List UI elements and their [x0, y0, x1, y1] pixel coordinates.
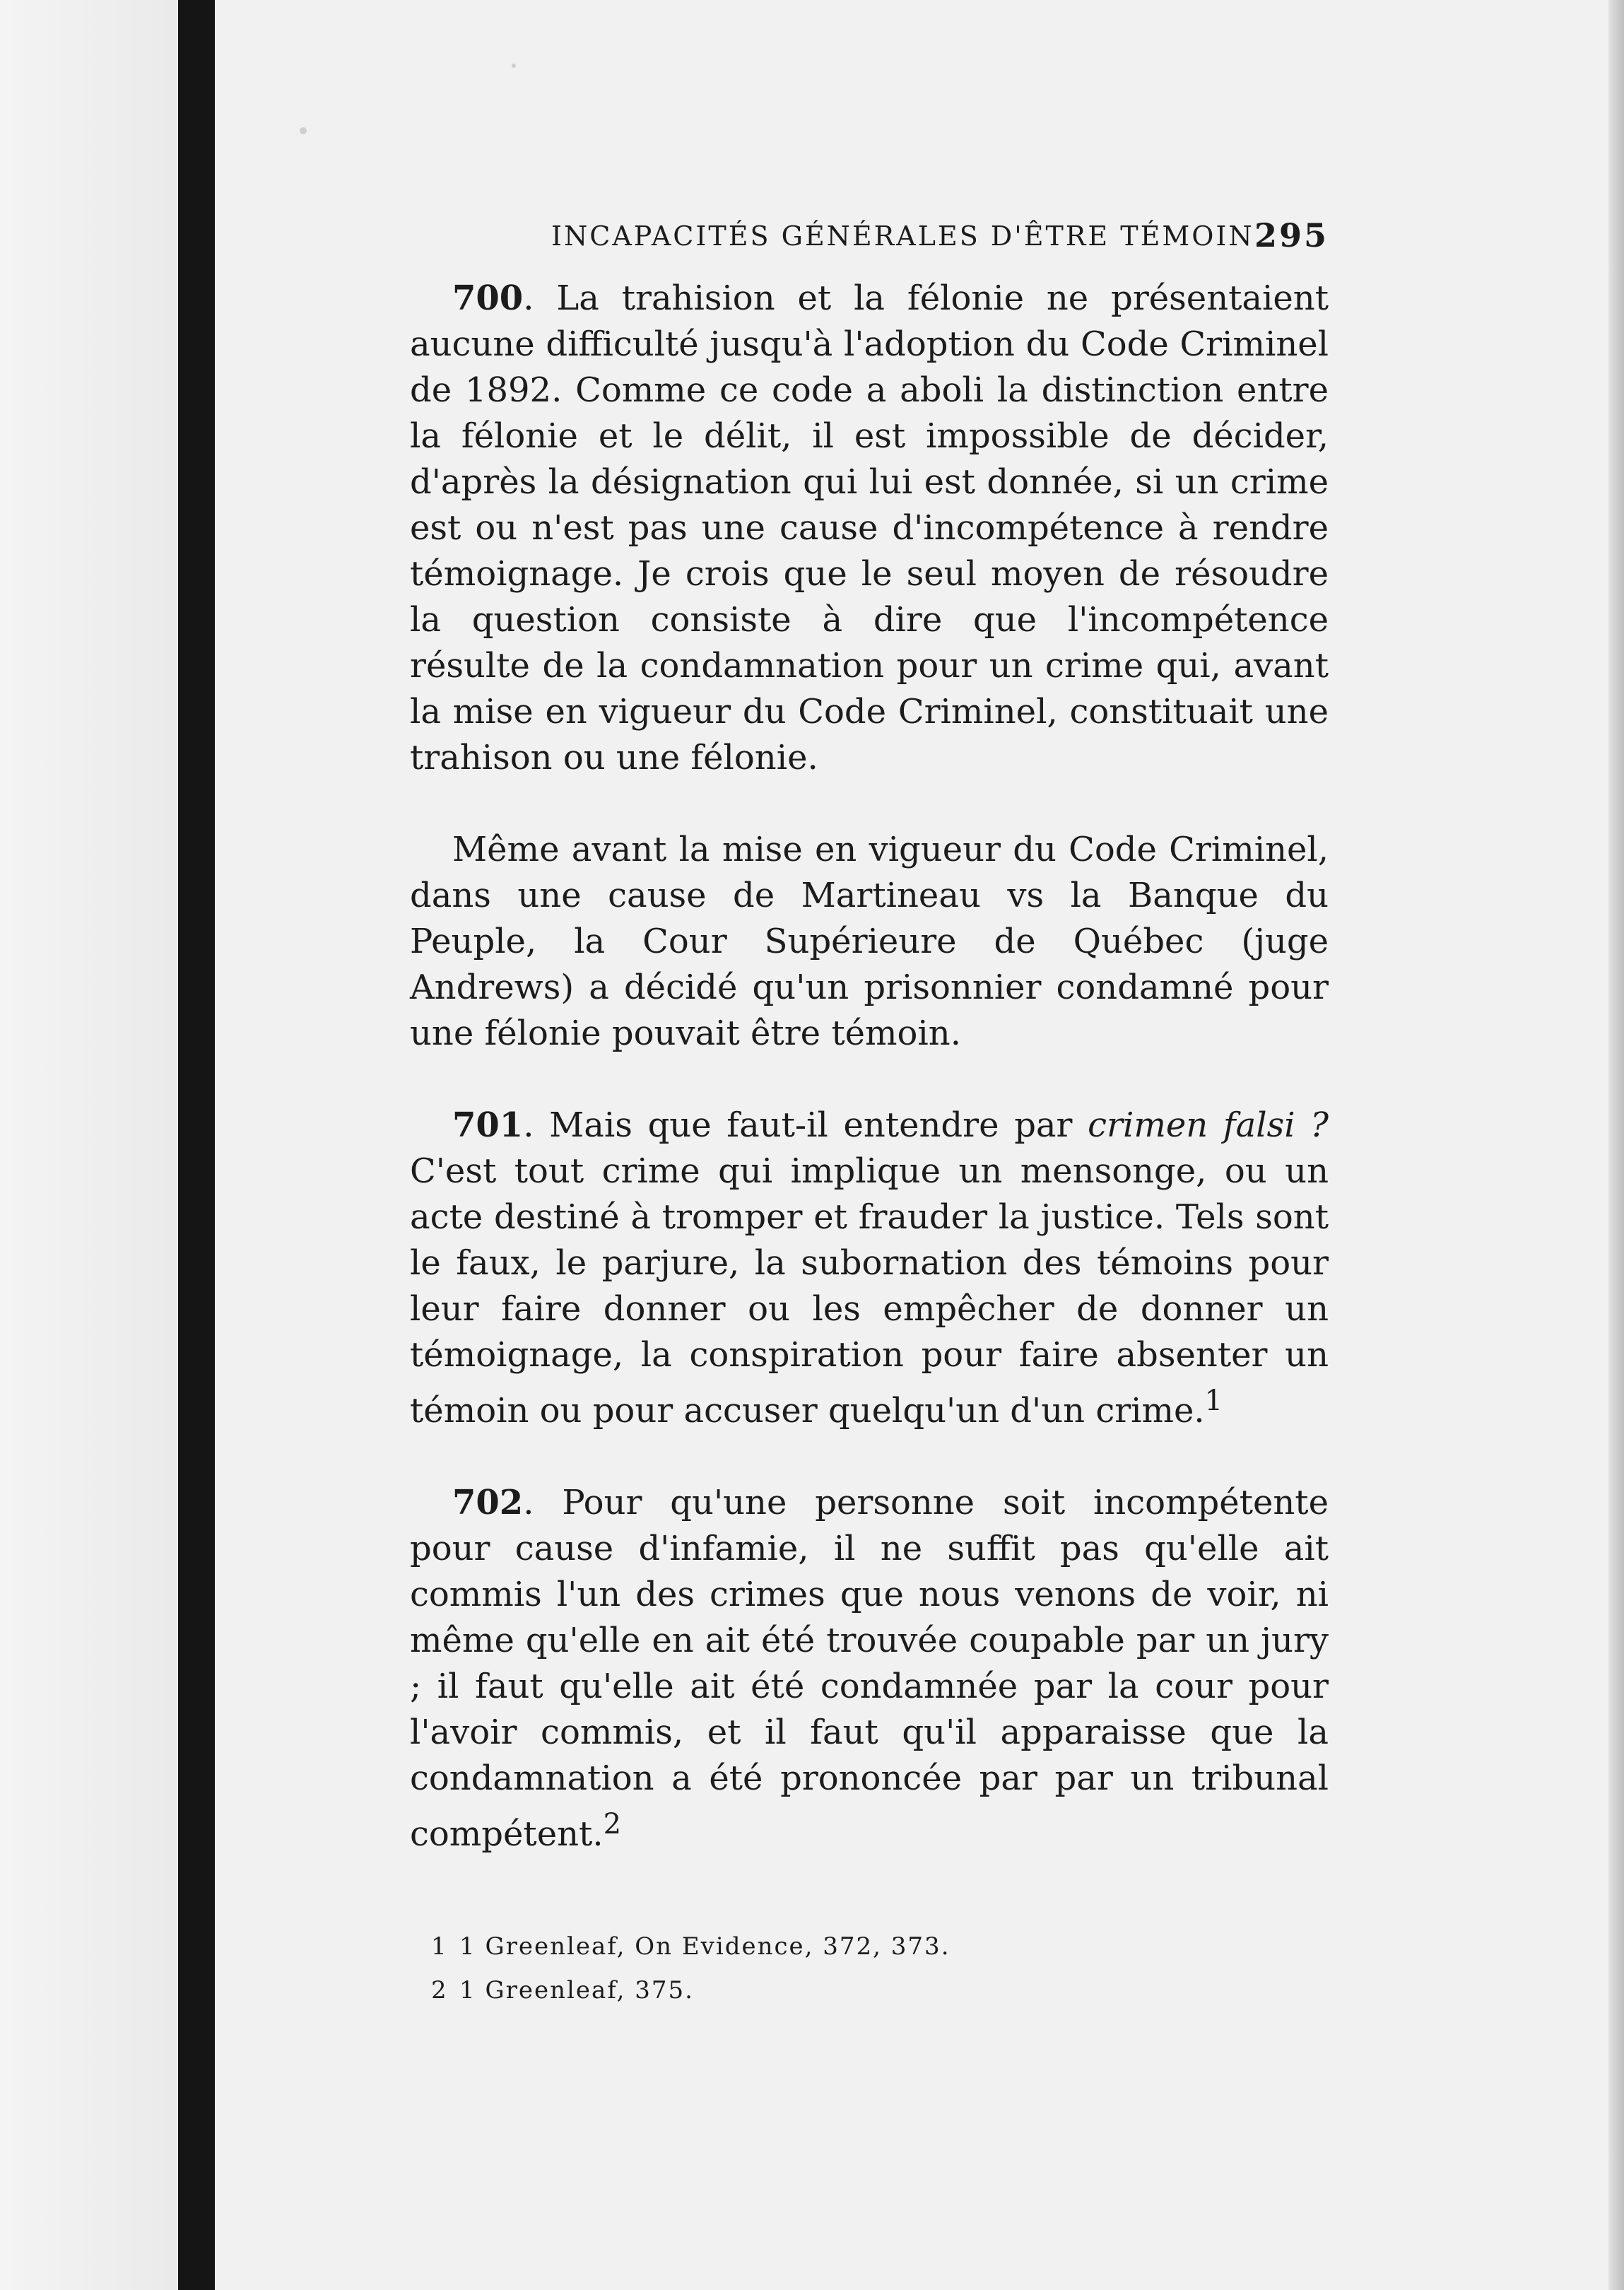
paragraph-number: 701 [452, 1105, 524, 1145]
scan-speck [512, 64, 516, 68]
running-head [410, 212, 1329, 276]
paragraph-text: C'est tout crime qui implique un mensonge, ou un acte destiné à tromper et frauder la justice. Tels sont le faux, le parjure, la subornation des témoins pour leur faire donner ou les empêcher de donner un témoignage, la conspiration pour faire absenter un témoin ou pour accuser quelqu'un d'un crime. [410, 1151, 1329, 1431]
text-block [410, 212, 1329, 2012]
italic-term: crimen falsi ? [1088, 1105, 1329, 1145]
paragraph-number: 702 [452, 1483, 524, 1522]
paragraph-text: . Mais que faut-il entendre par [523, 1105, 1088, 1145]
paragraph-number: 700 [452, 278, 524, 318]
footnote-text: 1 Greenleaf, On Evidence, 372, 373. [459, 1932, 951, 1961]
paragraph-text: Même avant la mise en vigueur du Code Criminel, dans une cause de Martineau vs la Banque du Peuple, la Cour Supérieure de Québec (juge Andrews) a décidé qu'un prisonnier condamné pour une félonie pouvait être témoin. [410, 830, 1329, 1053]
scan-speck [300, 127, 307, 134]
footnotes [410, 1925, 1329, 2012]
paragraph-702 [410, 1480, 1329, 1857]
right-edge-shadow [1608, 0, 1624, 2290]
binding-gutter [178, 0, 215, 2290]
paragraph-701 [410, 1103, 1329, 1434]
paragraph-700 [410, 276, 1329, 781]
paragraph-text: . La trahision et la félonie ne présentaient aucune difficulté jusqu'à l'adoption du Code Criminel de 1892. Comme ce code a aboli la distinction entre la félonie et le délit, il est impossible de décider, d'après la désignation qui lui est donnée, si un crime est ou n'est pas une cause d'incompétence à rendre témoignage. Je crois que le seul moyen de résoudre la question consiste à dire que l'incompétence résulte de la condamnation pour un crime qui, avant la mise en vigueur du Code Criminel, constituait une trahison ou une félonie. [410, 278, 1329, 777]
footnote-text: 1 Greenleaf, 375. [459, 1976, 694, 2004]
paragraph-text: . Pour qu'une personne soit incompétente pour cause d'infamie, il ne suffit pas qu'elle ait commis l'un des crimes que nous venons de voir, ni même qu'elle en ait été trouvée coupable par un jury ; il faut qu'elle ait été condamnée par la cour pour l'avoir commis, et il faut qu'il apparaisse que la condamnation a été prononcée par par un tribunal compétent. [410, 1483, 1329, 1854]
footnote-ref: 2 [603, 1808, 622, 1840]
left-margin [0, 0, 177, 2290]
page-title: INCAPACITÉS GÉNÉRALES D'ÊTRE TÉMOIN [551, 221, 1254, 252]
footnote-mark: 2 [431, 1976, 448, 2004]
footnote-mark: 1 [431, 1932, 448, 1961]
footnote-item [431, 1968, 1329, 2012]
footnote-item [431, 1925, 1329, 1968]
paragraph-martineau [410, 827, 1329, 1057]
page-number: 295 [1254, 216, 1329, 254]
footnote-ref: 1 [1204, 1385, 1223, 1417]
